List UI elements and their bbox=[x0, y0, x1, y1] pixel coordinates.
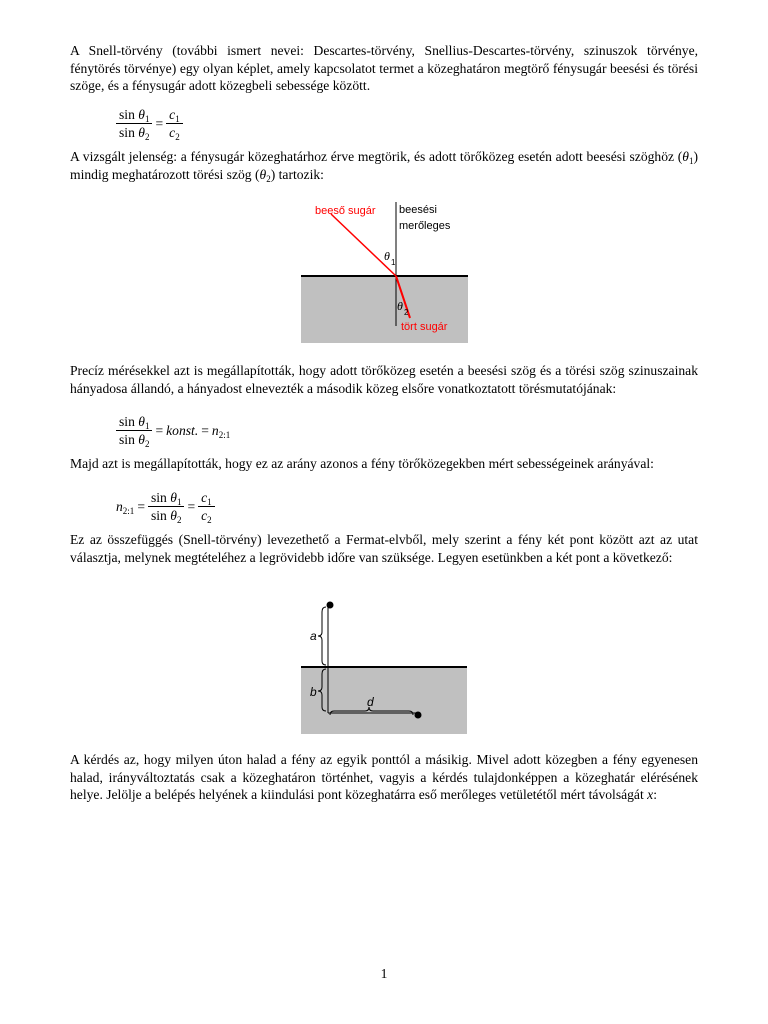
equation-snell-speed: $\frac{\sin \theta_1}{\sin \theta_2}$ = $\frac{c_1}{c_2}$ bbox=[116, 106, 183, 141]
fraction-sines: $\frac{\sin \theta_1}{\sin \theta_2}$ bbox=[116, 106, 152, 141]
equation-refractive-index: $\frac{\sin \theta_1}{\sin \theta_2}$ = konst. = $n_{2:1}$ bbox=[116, 413, 230, 448]
fraction-sines-2: $\frac{\sin \theta_1}{\sin \theta_2}$ bbox=[116, 413, 152, 448]
paragraph-phenomenon: A vizsgált jelenség: a fénysugár közeghatárhoz érve megtörik, és adott törőközeg esetén adott beesési szöghöz $(\theta_1)$ mindig meghatározott törési szög $(\theta_2)$ tartozik: bbox=[70, 149, 698, 184]
paragraph-speed-ratio: Majd azt is megállapították, hogy ez az arány azonos a fény törőközegekben mért sebességeinek arányával: bbox=[70, 456, 654, 471]
normal-label-line2: merőleges bbox=[399, 220, 451, 232]
theta1-subscript: 1 bbox=[391, 258, 396, 267]
end-point bbox=[415, 712, 422, 719]
paragraph-intro: A Snell-törvény (további ismert nevei: Descartes-törvény, Snellius-Descartes-törvény, szinuszok törvénye, fénytörés törvénye) egy olyan képlet, amely kapcsolatot termet a közeghatáron megtörő fénysugár beesési és törési szöge, és a fénysugár adott közegbeli sebessége között. bbox=[70, 43, 698, 93]
incident-ray bbox=[331, 214, 396, 276]
label-d: d bbox=[367, 695, 374, 709]
second-medium-2 bbox=[301, 667, 467, 734]
label-a: a bbox=[310, 629, 317, 643]
fraction-speeds: $\frac{c_1}{c_2}$ bbox=[166, 106, 183, 141]
paragraph-question: A kérdés az, hogy milyen úton halad a fény az egyik ponttól a másikig. Mivel adott közegben a fény egyenesen halad, irányváltoztatás csak a közeghatáron történhet, vagyis a kérdés tulajdonképpen a közeghatár elérésének helye. Jelölje a belépés helyének a kiindulási pont közeghatárra eső merőleges vetületétől mért távolságát x: bbox=[70, 752, 698, 802]
refraction-figure bbox=[301, 198, 468, 343]
paragraph-fermat: Ez az összefüggés (Snell-törvény) levezethető a Fermat-elvből, mely szerint a fény két pont között azt az utat választja, melynek megtételéhez a legrövidebb időre van szüksége. Legyen esetünkben a két pont a következő: bbox=[70, 532, 698, 565]
fermat-figure bbox=[301, 598, 467, 734]
normal-label-line1: beesési bbox=[399, 204, 437, 216]
refracted-ray-label: tört sugár bbox=[401, 321, 448, 333]
fraction-sines-3: $\frac{\sin \theta_1}{\sin \theta_2}$ bbox=[148, 489, 184, 524]
brace-a bbox=[318, 607, 326, 665]
paragraph-measurements: Precíz mérésekkel azt is megállapították, hogy adott törőközeg esetén a beesési szög és a törési szög szinuszainak hányadosa állandó, a hányadost elnevezték a második közeg elsőre vonatkoztatott törésmutatójának: bbox=[70, 363, 698, 396]
theta2-subscript: 2 bbox=[404, 308, 409, 317]
theta1-label: θ bbox=[384, 249, 390, 263]
label-b: b bbox=[310, 685, 317, 699]
incident-ray-label: beeső sugár bbox=[315, 205, 376, 217]
start-point bbox=[327, 602, 334, 609]
theta2-label: θ bbox=[397, 299, 403, 313]
fraction-speeds-2: $\frac{c_1}{c_2}$ bbox=[198, 489, 215, 524]
page-number: 1 bbox=[380, 966, 388, 981]
equation-index-speed: $n_{2:1}$ = $\frac{\sin \theta_1}{\sin \theta_2}$ = $\frac{c_1}{c_2}$ bbox=[116, 489, 215, 524]
